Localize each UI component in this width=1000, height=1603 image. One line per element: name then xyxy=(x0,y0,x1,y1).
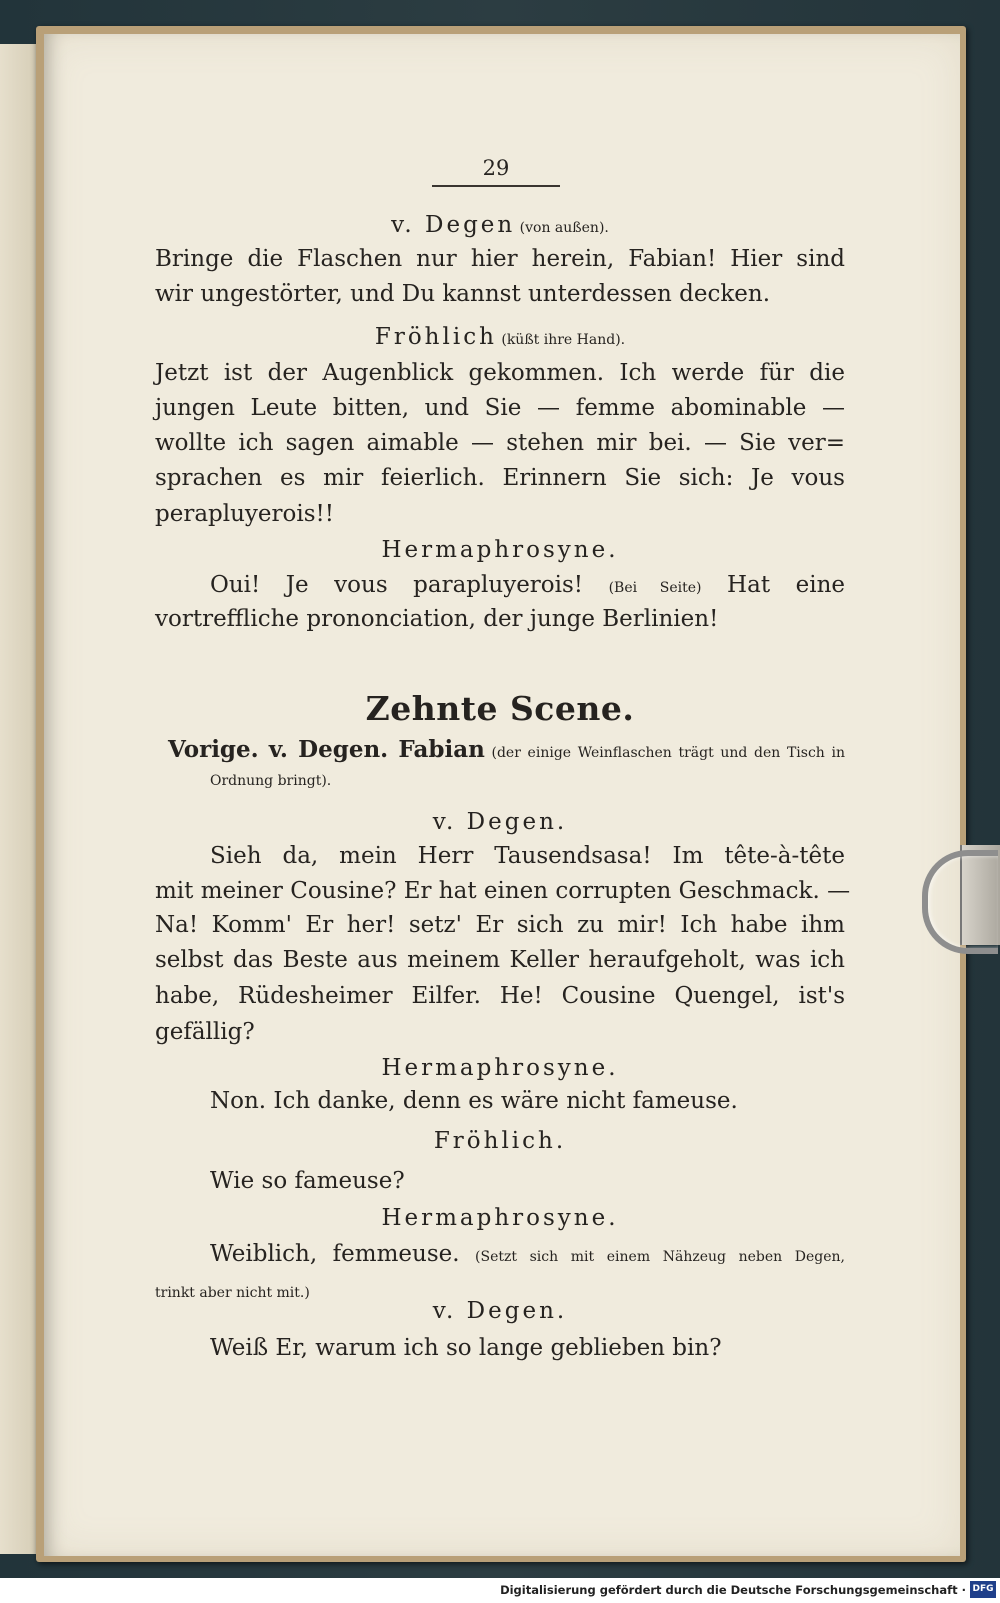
text-line xyxy=(155,914,845,937)
text-line xyxy=(155,281,771,307)
text-line xyxy=(210,1170,510,1193)
footer-credit: Digitalisierung gefördert durch die Deutsche Forschungsgemeinschaft · xyxy=(500,1583,966,1597)
text-segment: Non. Ich danke, denn es wäre nicht fameuse. xyxy=(210,1088,738,1114)
text-segment: sprachen es mir feierlich. Erinnern Sie sich: Je vous xyxy=(155,465,845,491)
text-line xyxy=(210,1243,845,1266)
text-segment: Weiblich, femmeuse. xyxy=(210,1241,476,1267)
text-line xyxy=(155,1207,845,1230)
text-segment: Hermaphrosyne. xyxy=(381,1055,619,1081)
text-segment: (Bei Seite) xyxy=(608,580,702,596)
text-segment: trinkt aber nicht mit.) xyxy=(155,1285,310,1301)
text-segment: Fröhlich. xyxy=(433,1128,567,1154)
text-segment: v. Degen. xyxy=(432,1298,568,1324)
text-line xyxy=(155,1021,355,1044)
page-number: 29 xyxy=(482,156,510,180)
text-line xyxy=(155,503,375,526)
text-segment: Vorige. v. Degen. Fabian xyxy=(168,736,485,763)
text-segment: Hermaphrosyne. xyxy=(381,1205,619,1231)
text-segment: Jetzt ist der Augenblick gekommen. Ich werde für die xyxy=(155,360,845,386)
text-line xyxy=(155,949,845,972)
text-segment: Hat eine xyxy=(701,572,845,598)
text-segment: wollte ich sagen aimable — stehen mir bei. — Sie ver= xyxy=(155,430,845,456)
text-line xyxy=(155,878,851,904)
text-line xyxy=(155,362,845,385)
text-line xyxy=(155,432,845,455)
text-segment: Fröhlich xyxy=(374,324,497,350)
text-segment: (von außen). xyxy=(515,220,609,236)
text-segment: (küßt ihre Hand). xyxy=(496,332,626,348)
text-line xyxy=(155,248,845,271)
text-line xyxy=(155,606,719,632)
text-segment: (Setzt sich mit einem Nähzeug neben Degen, xyxy=(475,1249,845,1265)
text-line xyxy=(155,811,845,834)
text-segment: Bringe die Flaschen nur hier herein, Fabian! Hier sind xyxy=(155,246,845,272)
text-segment: Weiß Er, warum ich so lange geblieben bin? xyxy=(210,1335,722,1361)
text-segment: vortreffliche prononciation, der junge Berlinien! xyxy=(155,606,719,632)
text-segment: Ordnung bringt). xyxy=(210,773,332,789)
text-line xyxy=(168,738,845,762)
text-line xyxy=(155,1057,845,1080)
dfg-logo-icon: DFG xyxy=(970,1581,996,1598)
footer-bar xyxy=(0,1578,1000,1603)
paper-clip-icon xyxy=(922,850,998,954)
text-line xyxy=(155,1300,845,1323)
text-segment: gefällig? xyxy=(155,1019,255,1045)
text-segment: wir ungestörter, und Du kannst unterdessen decken. xyxy=(155,281,771,307)
text-segment: v. Degen. xyxy=(432,809,568,835)
text-line xyxy=(210,845,845,868)
page-number-rule xyxy=(432,185,560,187)
text-segment: perapluyerois!! xyxy=(155,501,335,527)
text-segment: (der einige Weinflaschen trägt und den Tisch in xyxy=(484,745,845,761)
text-line xyxy=(210,1090,770,1113)
text-segment: Na! Komm' Er her! setz' Er sich zu mir! Ich habe ihm xyxy=(155,912,845,938)
scene-heading xyxy=(155,689,845,728)
text-line xyxy=(155,467,845,490)
text-segment: Oui! Je vous parapluyerois! xyxy=(210,572,609,598)
text-segment: v. Degen xyxy=(391,212,516,238)
text-line xyxy=(155,326,845,349)
text-line xyxy=(155,539,845,562)
text-segment: Zehnte Scene. xyxy=(365,689,635,728)
text-segment: jungen Leute bitten, und Sie — femme abominable — xyxy=(155,395,845,421)
text-line xyxy=(155,1279,415,1302)
text-segment: Sieh da, mein Herr Tausendsasa! Im tête-à-tête xyxy=(210,843,845,869)
text-segment: Hermaphrosyne. xyxy=(381,537,619,563)
text-line xyxy=(155,985,845,1008)
text-line xyxy=(155,1130,845,1153)
text-line xyxy=(210,767,510,790)
text-line xyxy=(155,214,845,237)
text-line xyxy=(210,1337,770,1360)
text-segment: mit meiner Cousine? Er hat einen corrupten Geschmack. — xyxy=(155,878,851,904)
text-segment: Wie so fameuse? xyxy=(210,1168,405,1194)
text-segment: habe, Rüdesheimer Eilfer. He! Cousine Quengel, ist's xyxy=(155,983,845,1009)
text-line xyxy=(155,397,845,420)
text-line xyxy=(210,574,845,597)
text-segment: selbst das Beste aus meinem Keller heraufgeholt, was ich xyxy=(155,947,845,973)
